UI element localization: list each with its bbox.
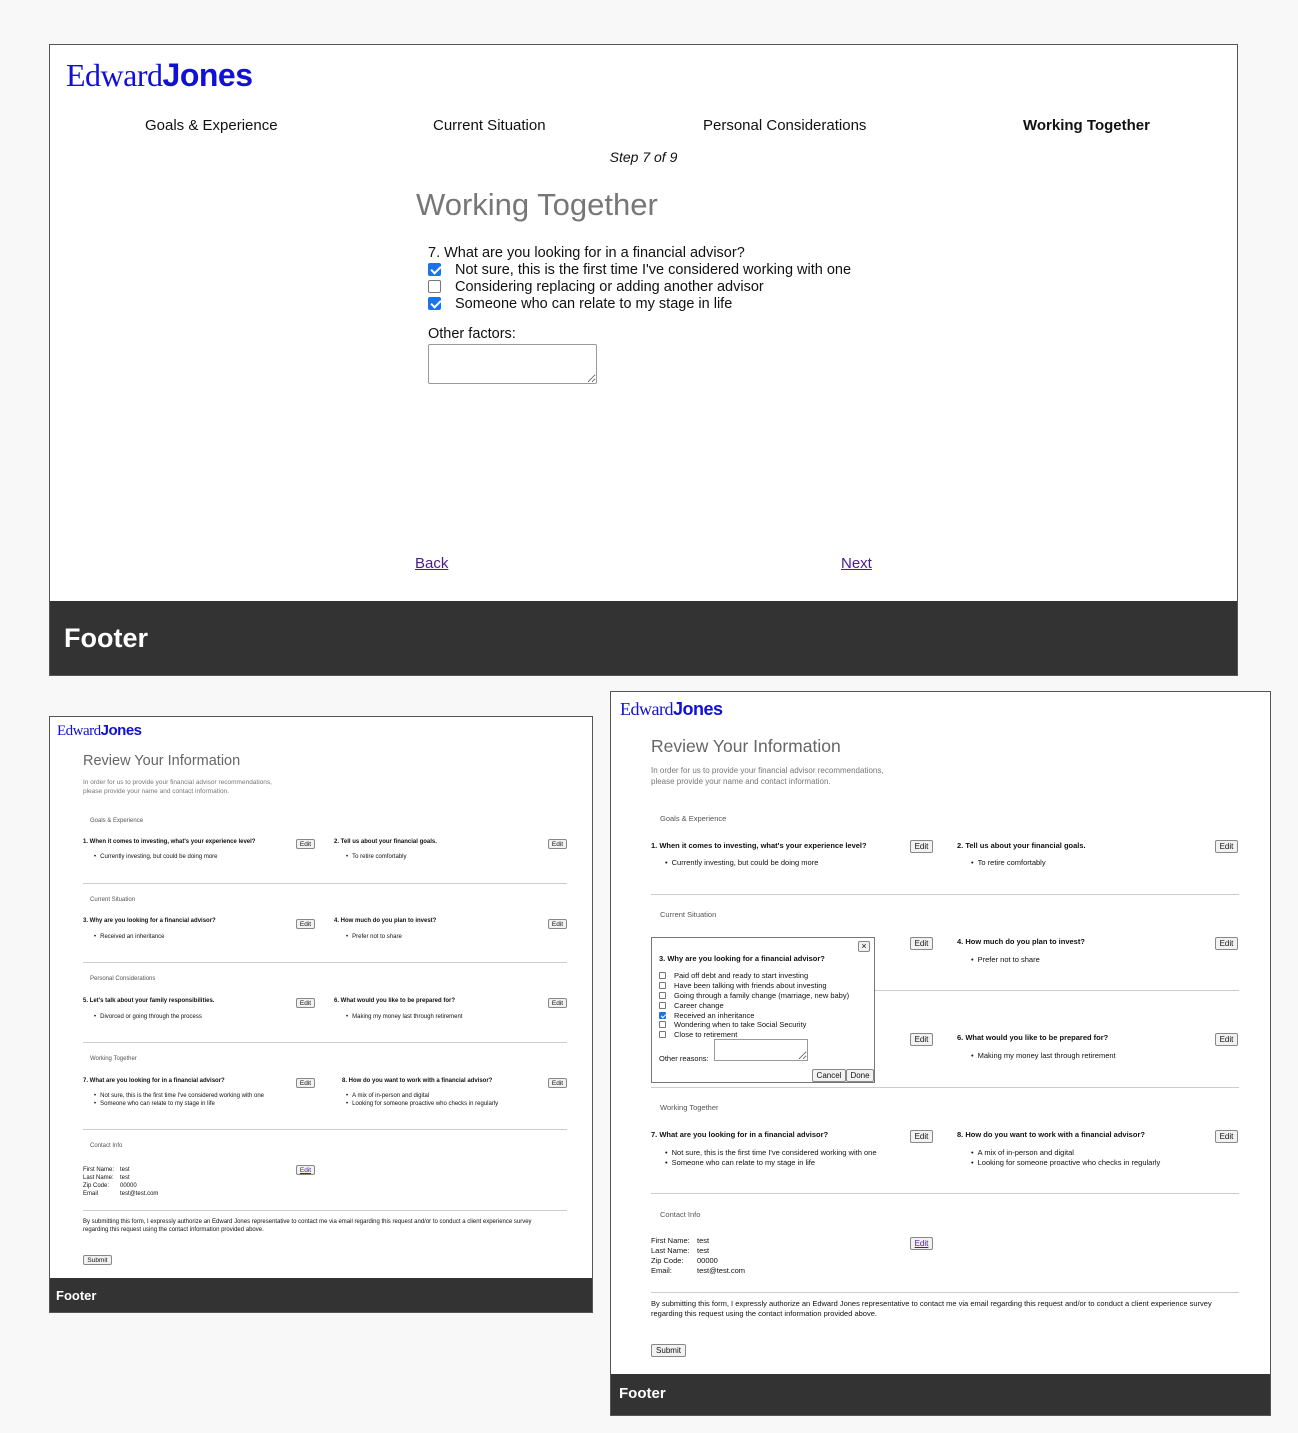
wizard-window xyxy=(49,44,1238,676)
section-heading: Personal Considerations xyxy=(90,976,156,982)
answer-list: • Making my money last through retirement xyxy=(971,1051,1116,1061)
modal-option[interactable]: Received an inheritance xyxy=(659,1010,849,1020)
option-label: Considering replacing or adding another advisor xyxy=(455,278,764,295)
modal-option[interactable]: Have been talking with friends about investing xyxy=(659,981,849,991)
edward-jones-logo[interactable]: EdwardJones xyxy=(66,57,253,93)
divider xyxy=(83,1210,567,1211)
answer-list: • Currently investing, but could be doing more xyxy=(665,858,818,868)
divider xyxy=(651,1087,1239,1088)
answer-list: • Currently investing, but could be doing more xyxy=(94,853,218,861)
question-title: 8. How do you want to work with a financial advisor? xyxy=(342,1078,493,1084)
edit-button[interactable]: Edit xyxy=(1215,1033,1238,1046)
modal-option[interactable]: Close to retirement xyxy=(659,1030,849,1040)
question-title: 5. Let's talk about your family responsibilities. xyxy=(83,998,215,1004)
answer-list: • Not sure, this is the first time I've considered working with one • Someone who can relate to my stage in life xyxy=(94,1092,264,1108)
edit-contact-button[interactable]: Edit xyxy=(296,1165,315,1175)
checkbox-replacing-advisor[interactable] xyxy=(428,280,441,293)
step-nav-working-together[interactable]: Working Together xyxy=(1023,117,1150,134)
checkbox[interactable] xyxy=(659,1012,666,1019)
question-block xyxy=(428,245,851,384)
divider xyxy=(83,1042,567,1043)
cancel-button[interactable]: Cancel xyxy=(812,1069,846,1082)
footer: Footer xyxy=(50,1278,592,1312)
answer-list: • To retire comfortably xyxy=(346,853,406,861)
other-factors-label: Other factors: xyxy=(428,326,516,342)
step-indicator: Step 7 of 9 xyxy=(609,149,678,165)
review-window-small xyxy=(49,716,593,1313)
edit-contact-button[interactable]: Edit xyxy=(910,1237,933,1250)
section-heading: Current Situation xyxy=(90,897,136,903)
submit-button[interactable]: Submit xyxy=(83,1255,112,1265)
edit-button[interactable]: Edit xyxy=(910,1130,933,1143)
page-title: Working Together xyxy=(416,187,658,222)
divider xyxy=(83,883,567,884)
edit-button[interactable]: Edit xyxy=(296,919,315,929)
option-replacing-advisor[interactable] xyxy=(428,278,851,295)
divider xyxy=(83,962,567,963)
checkbox-not-sure[interactable] xyxy=(428,263,441,276)
edit-button[interactable]: Edit xyxy=(548,839,567,849)
modal-option[interactable]: Wondering when to take Social Security xyxy=(659,1020,849,1030)
edit-button[interactable]: Edit xyxy=(296,1078,315,1088)
checkbox[interactable] xyxy=(659,1021,666,1028)
checkbox[interactable] xyxy=(659,1002,666,1009)
answer-list: • Making my money last through retirement xyxy=(346,1013,463,1021)
section-heading: Working Together xyxy=(90,1056,137,1062)
terms-text: By submitting this form, I expressly authorize an Edward Jones representative to contact me via email regarding this request and/or to conduct a client experience survey regarding this request using the contact information provided above. xyxy=(651,1299,1212,1318)
checkbox-relate-stage[interactable] xyxy=(428,297,441,310)
modal-question: 3. Why are you looking for a financial advisor? xyxy=(659,954,825,963)
divider xyxy=(651,1193,1239,1194)
terms-text: By submitting this form, I expressly authorize an Edward Jones representative to contact me via email regarding this request and/or to conduct a client experience survey regarding this request using the contact information provided above. xyxy=(83,1219,532,1233)
question-label: 7. What are you looking for in a financial advisor? xyxy=(428,245,745,261)
question-title: 3. Why are you looking for a financial advisor? xyxy=(83,918,216,924)
modal-option[interactable]: Paid off debt and ready to start investing xyxy=(659,971,849,981)
answer-list: • Prefer not to share xyxy=(971,955,1040,965)
edward-jones-logo[interactable]: EdwardJones xyxy=(620,699,723,719)
edit-question-modal xyxy=(651,937,875,1083)
question-title: 1. When it comes to investing, what's your experience level? xyxy=(83,839,256,845)
question-title: 2. Tell us about your financial goals. xyxy=(957,841,1086,850)
step-nav-personal-considerations[interactable]: Personal Considerations xyxy=(703,117,867,134)
question-title: 7. What are you looking for in a financial advisor? xyxy=(651,1130,829,1139)
checkbox[interactable] xyxy=(659,1031,666,1038)
answer-list: • To retire comfortably xyxy=(971,858,1046,868)
edit-button[interactable]: Edit xyxy=(1215,840,1238,853)
edit-button[interactable]: Edit xyxy=(296,839,315,849)
next-link[interactable]: Next xyxy=(841,555,872,572)
edit-button[interactable]: Edit xyxy=(1215,1130,1238,1143)
question-title: 6. What would you like to be prepared for? xyxy=(957,1033,1109,1042)
option-label: Someone who can relate to my stage in life xyxy=(455,295,733,312)
review-window-large xyxy=(610,691,1271,1416)
step-nav-current-situation[interactable]: Current Situation xyxy=(433,117,546,134)
divider xyxy=(651,894,1239,895)
section-heading: Goals & Experience xyxy=(660,814,727,823)
back-link[interactable]: Back xyxy=(415,555,449,572)
question-title: 4. How much do you plan to invest? xyxy=(957,937,1085,946)
question-title: 4. How much do you plan to invest? xyxy=(334,918,437,924)
checkbox[interactable] xyxy=(659,972,666,979)
checkbox[interactable] xyxy=(659,992,666,999)
answer-list: • A mix of in-person and digital • Looking for someone proactive who checks in regularly xyxy=(971,1148,1160,1168)
section-heading: Goals & Experience xyxy=(90,818,144,824)
modal-option[interactable]: Career change xyxy=(659,1000,849,1010)
answer-list: • Received an inheritance xyxy=(94,933,164,941)
edit-button[interactable]: Edit xyxy=(296,998,315,1008)
edit-button[interactable]: Edit xyxy=(548,919,567,929)
option-relate-stage[interactable] xyxy=(428,295,851,312)
submit-button[interactable]: Submit xyxy=(651,1344,686,1357)
answer-list: • Not sure, this is the first time I've considered working with one • Someone who can relate to my stage in life xyxy=(665,1148,877,1168)
section-heading: Current Situation xyxy=(660,910,717,919)
question-title: 7. What are you looking for in a financial advisor? xyxy=(83,1078,225,1084)
answer-list: • Divorced or going through the process xyxy=(94,1013,202,1021)
section-heading: Contact Info xyxy=(90,1143,123,1149)
other-reasons-label: Other reasons: xyxy=(659,1054,709,1063)
other-factors-input[interactable] xyxy=(428,344,597,384)
edit-button[interactable]: Edit xyxy=(548,998,567,1008)
question-title: 6. What would you like to be prepared for? xyxy=(334,998,456,1004)
checkbox[interactable] xyxy=(659,982,666,989)
review-intro: In order for us to provide your financial advisor recommendations, please provide your name and contact information. xyxy=(651,766,884,786)
modal-option[interactable]: Going through a family change (marriage, new baby) xyxy=(659,991,849,1001)
section-heading: Working Together xyxy=(660,1103,719,1112)
review-intro: In order for us to provide your financial advisor recommendations, please provide your name and contact information. xyxy=(83,779,272,795)
divider xyxy=(83,1129,567,1130)
answer-list: • A mix of in-person and digital • Looking for someone proactive who checks in regularly xyxy=(346,1092,498,1108)
edit-button[interactable]: Edit xyxy=(1215,937,1238,950)
edit-button[interactable]: Edit xyxy=(910,840,933,853)
question-title: 1. When it comes to investing, what's your experience level? xyxy=(651,841,867,850)
contact-details: First Name: test Last Name: test Zip Code: 00000 Email: test@test.com xyxy=(651,1236,746,1275)
modal-options xyxy=(659,971,849,1040)
question-title: 2. Tell us about your financial goals. xyxy=(334,839,437,845)
footer: Footer xyxy=(611,1374,1270,1415)
done-button[interactable]: Done xyxy=(846,1069,874,1082)
option-not-sure[interactable] xyxy=(428,261,851,278)
footer: Footer xyxy=(50,601,1237,675)
edit-button[interactable]: Edit xyxy=(910,937,933,950)
review-title: Review Your Information xyxy=(651,736,841,756)
other-reasons-input[interactable] xyxy=(714,1039,808,1061)
edit-button[interactable]: Edit xyxy=(910,1033,933,1046)
answer-list: • Prefer not to share xyxy=(346,933,402,941)
section-heading: Contact Info xyxy=(660,1210,701,1219)
review-title: Review Your Information xyxy=(83,753,241,769)
question-title: 8. How do you want to work with a financial advisor? xyxy=(957,1130,1145,1139)
contact-details: First Name: test Last Name: test Zip Code: 00000 Email test@test.com xyxy=(83,1167,159,1197)
divider xyxy=(651,1292,1239,1293)
step-nav-goals[interactable]: Goals & Experience xyxy=(145,117,278,134)
edward-jones-logo[interactable]: EdwardJones xyxy=(57,722,142,739)
close-icon[interactable]: × xyxy=(858,941,870,952)
edit-button[interactable]: Edit xyxy=(548,1078,567,1088)
option-label: Not sure, this is the first time I've considered working with one xyxy=(455,261,852,278)
